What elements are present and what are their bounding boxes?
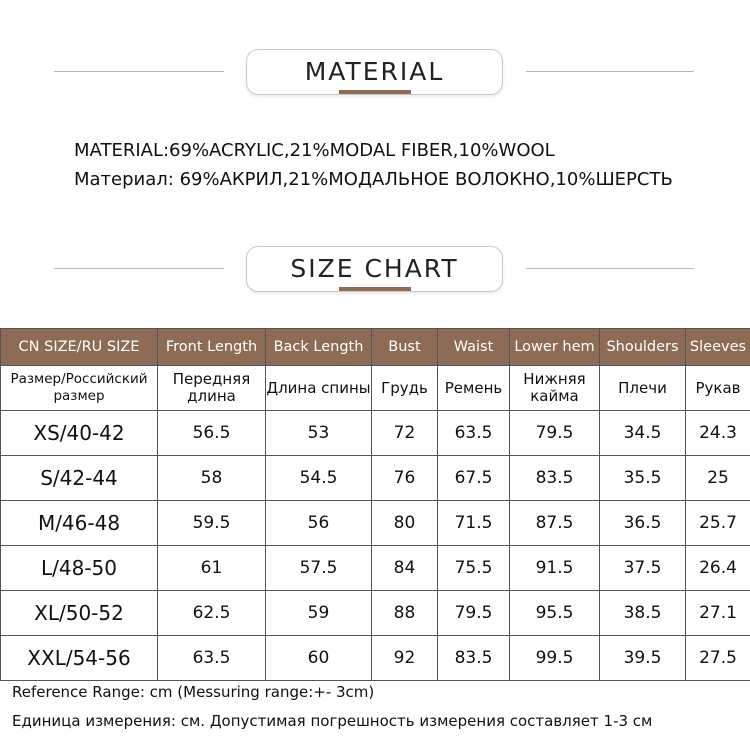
material-title-pill: [246, 49, 503, 95]
col-header-sleeves: Sleeves: [686, 329, 750, 366]
table-cell: 38.5: [600, 591, 686, 636]
table-row: [1, 411, 750, 456]
material-composition-ru: Материал: 69%АКРИЛ,21%МОДАЛЬНОЕ ВОЛОКНО,10%ШЕРСТЬ: [74, 169, 673, 190]
material-title: MATERIAL: [304, 57, 445, 86]
divider-right: [526, 71, 694, 72]
col-header-bust: Bust: [372, 329, 438, 366]
reference-range-note: Reference Range: cm (Messuring range:+- 3cm): [12, 683, 375, 701]
table-cell: 84: [372, 546, 438, 591]
table-row: [1, 456, 750, 501]
table-cell: 59: [266, 591, 372, 636]
table-cell: 83.5: [438, 636, 510, 681]
col-header-ru-size: Размер/Российский размер: [1, 366, 158, 411]
table-cell: 61: [158, 546, 266, 591]
col-header-ru-lower-hem: Нижняя кайма: [510, 366, 600, 411]
table-cell: 76: [372, 456, 438, 501]
material-composition-en: MATERIAL:69%ACRYLIC,21%MODAL FIBER,10%WOOL: [74, 140, 555, 161]
col-header-size: CN SIZE/RU SIZE: [1, 329, 158, 366]
divider-left: [54, 71, 224, 72]
table-cell: 27.5: [686, 636, 750, 681]
table-cell: 79.5: [510, 411, 600, 456]
material-section-header: [0, 49, 750, 97]
table-row: [1, 636, 750, 681]
table-cell: 53: [266, 411, 372, 456]
col-header-ru-front-length: Передняя длина: [158, 366, 266, 411]
header-row-ru: [1, 366, 750, 411]
title-accent-bar: [339, 90, 411, 94]
table-row: [1, 591, 750, 636]
table-cell: 72: [372, 411, 438, 456]
table-cell: 25.7: [686, 501, 750, 546]
table-cell: 83.5: [510, 456, 600, 501]
size-cell: L/48-50: [1, 546, 158, 591]
col-header-ru-sleeves: Рукав: [686, 366, 750, 411]
table-cell: 35.5: [600, 456, 686, 501]
table-cell: 58: [158, 456, 266, 501]
col-header-ru-back-length: Длина спины: [266, 366, 372, 411]
col-header-ru-bust: Грудь: [372, 366, 438, 411]
col-header-waist: Waist: [438, 329, 510, 366]
divider-right: [526, 268, 694, 269]
table-cell: 27.1: [686, 591, 750, 636]
table-cell: 59.5: [158, 501, 266, 546]
size-cell: M/46-48: [1, 501, 158, 546]
size-chart-title-pill: [246, 246, 503, 292]
table-row: [1, 501, 750, 546]
table-cell: 56: [266, 501, 372, 546]
table-cell: 57.5: [266, 546, 372, 591]
size-chart-table: [0, 328, 750, 681]
size-cell: XL/50-52: [1, 591, 158, 636]
table-cell: 80: [372, 501, 438, 546]
table-cell: 26.4: [686, 546, 750, 591]
table-cell: 92: [372, 636, 438, 681]
table-cell: 39.5: [600, 636, 686, 681]
col-header-ru-waist: Ремень: [438, 366, 510, 411]
table-cell: 24.3: [686, 411, 750, 456]
table-cell: 95.5: [510, 591, 600, 636]
table-cell: 56.5: [158, 411, 266, 456]
divider-left: [54, 268, 224, 269]
col-header-ru-shoulders: Плечи: [600, 366, 686, 411]
col-header-back-length: Back Length: [266, 329, 372, 366]
table-cell: 25: [686, 456, 750, 501]
table-cell: 37.5: [600, 546, 686, 591]
table-cell: 71.5: [438, 501, 510, 546]
size-cell: XXL/54-56: [1, 636, 158, 681]
size-cell: XS/40-42: [1, 411, 158, 456]
table-cell: 62.5: [158, 591, 266, 636]
title-accent-bar: [339, 287, 411, 291]
table-cell: 36.5: [600, 501, 686, 546]
table-cell: 54.5: [266, 456, 372, 501]
table-cell: 91.5: [510, 546, 600, 591]
table-cell: 60: [266, 636, 372, 681]
table-row: [1, 546, 750, 591]
size-chart-section-header: [0, 246, 750, 294]
table-cell: 88: [372, 591, 438, 636]
table-cell: 63.5: [438, 411, 510, 456]
size-chart-title: SIZE CHART: [290, 254, 459, 283]
table-cell: 75.5: [438, 546, 510, 591]
table-cell: 34.5: [600, 411, 686, 456]
col-header-shoulders: Shoulders: [600, 329, 686, 366]
col-header-front-length: Front Length: [158, 329, 266, 366]
col-header-lower-hem: Lower hem: [510, 329, 600, 366]
table-cell: 87.5: [510, 501, 600, 546]
measurement-unit-note: Единица измерения: см. Допустимая погрешность измерения составляет 1-3 см: [12, 712, 653, 730]
table-cell: 79.5: [438, 591, 510, 636]
table-cell: 63.5: [158, 636, 266, 681]
table-cell: 67.5: [438, 456, 510, 501]
size-cell: S/42-44: [1, 456, 158, 501]
header-row-en: [1, 329, 750, 366]
table-cell: 99.5: [510, 636, 600, 681]
